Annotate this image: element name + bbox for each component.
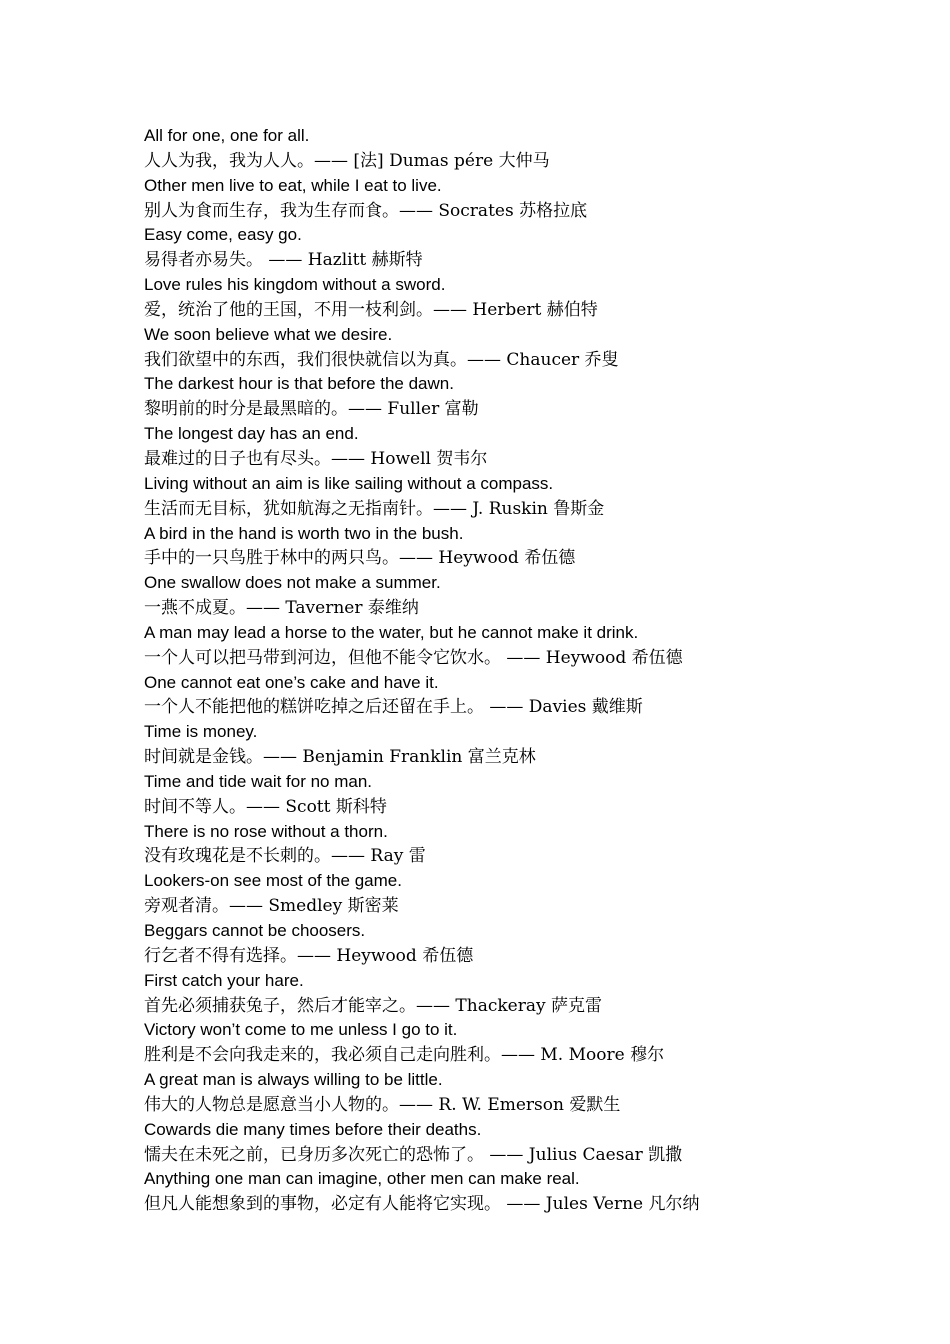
quote-english: The darkest hour is that before the dawn. — [144, 374, 454, 394]
quote-english: All for one, one for all. — [144, 126, 310, 145]
quote-chinese-attribution: 别人为食而生存，我为生存而食。—— Socrates 苏格拉底 — [144, 200, 588, 221]
quote-english: Other men live to eat, while I eat to live. — [144, 175, 442, 195]
quote-english: We soon believe what we desire. — [144, 324, 393, 344]
quote-english: The longest day has an end. — [144, 424, 359, 444]
quote-chinese-attribution: 我们欲望中的东西，我们很快就信以为真。—— Chaucer 乔叟 — [144, 349, 619, 370]
quote-english: Easy come, easy go. — [144, 225, 302, 245]
quote-item — [144, 621, 924, 671]
quote-chinese-attribution: 一燕不成夏。—— Taverner 泰维纳 — [144, 598, 419, 619]
quote-item — [144, 919, 924, 969]
quote-chinese-attribution: 但凡人能想象到的事物，必定有人能将它实现。 —— Jules Verne 凡尔纳 — [144, 1194, 700, 1215]
quote-list — [144, 124, 924, 1217]
quote-item — [144, 770, 924, 820]
quote-chinese-attribution: 胜利是不会向我走来的，我必须自己走向胜利。—— M. Moore 穆尔 — [144, 1045, 665, 1066]
quote-english: There is no rose without a thorn. — [144, 821, 388, 841]
quote-chinese-attribution: 易得者亦易失。 —— Hazlitt 赫斯特 — [144, 250, 423, 271]
quote-english: A man may lead a horse to the water, but he cannot make it drink. — [144, 622, 639, 642]
quote-english: One cannot eat one’s cake and have it. — [144, 672, 439, 692]
quote-english: Lookers-on see most of the game. — [144, 871, 402, 891]
quote-item — [144, 223, 924, 273]
quote-item — [144, 422, 924, 472]
quote-english: A bird in the hand is worth two in the bush. — [144, 523, 464, 543]
quote-chinese-attribution: 生活而无目标，犹如航海之无指南针。—— J. Ruskin 鲁斯金 — [144, 498, 605, 519]
quote-item — [144, 571, 924, 621]
quote-chinese-attribution: 手中的一只鸟胜于林中的两只鸟。—— Heywood 希伍德 — [144, 548, 576, 569]
quote-chinese-attribution: 懦夫在未死之前，已身历多次死亡的恐怖了。 —— Julius Caesar 凯撒 — [144, 1144, 683, 1165]
quote-chinese-attribution: 旁观者清。—— Smedley 斯密莱 — [144, 896, 399, 917]
quote-item — [144, 174, 924, 224]
quote-english: One swallow does not make a summer. — [144, 573, 441, 593]
quote-item — [144, 372, 924, 422]
quote-english: Beggars cannot be choosers. — [144, 921, 366, 940]
quote-item — [144, 820, 924, 870]
quote-english: Time and tide wait for no man. — [144, 771, 373, 791]
quote-item — [144, 1167, 924, 1217]
quote-english: Anything one man can imagine, other men can make real. — [144, 1169, 580, 1189]
quote-english: Victory won’t come to me unless I go to it. — [144, 1020, 458, 1040]
quote-english: Living without an aim is like sailing without a compass. — [144, 473, 554, 493]
quote-item — [144, 273, 924, 323]
quote-chinese-attribution: 时间不等人。—— Scott 斯科特 — [144, 796, 387, 817]
quote-english: Time is money. — [144, 722, 258, 742]
quote-english: Cowards die many times before their deaths. — [144, 1119, 482, 1139]
quote-chinese-attribution: 最难过的日子也有尽头。—— Howell 贺韦尔 — [144, 448, 488, 469]
quote-english: First catch your hare. — [144, 970, 304, 990]
quote-chinese-attribution: 伟大的人物总是愿意当小人物的。—— R. W. Emerson 爱默生 — [144, 1094, 621, 1115]
quote-chinese-attribution: 人人为我，我为人人。—— [法] Dumas pére 大仲马 — [144, 150, 550, 171]
quote-item — [144, 522, 924, 572]
quote-item — [144, 1118, 924, 1168]
quote-item — [144, 671, 924, 721]
quote-chinese-attribution: 没有玫瑰花是不长刺的。—— Ray 雷 — [144, 846, 426, 867]
quote-chinese-attribution: 首先必须捕获兔子，然后才能宰之。—— Thackeray 萨克雷 — [144, 995, 602, 1016]
quote-chinese-attribution: 时间就是金钱。—— Benjamin Franklin 富兰克林 — [144, 747, 536, 768]
quote-item — [144, 1068, 924, 1118]
quote-item — [144, 969, 924, 1019]
quote-chinese-attribution: 爱，统治了他的王国，不用一枝利剑。—— Herbert 赫伯特 — [144, 299, 598, 320]
quote-chinese-attribution: 行乞者不得有选择。—— Heywood 希伍德 — [144, 945, 474, 966]
quote-english: A great man is always willing to be little. — [144, 1070, 443, 1090]
quote-item — [144, 869, 924, 919]
quote-item — [144, 124, 924, 174]
quote-item — [144, 323, 924, 373]
quote-english: Love rules his kingdom without a sword. — [144, 275, 446, 295]
quote-chinese-attribution: 一个人可以把马带到河边，但他不能令它饮水。 —— Heywood 希伍德 — [144, 647, 683, 668]
quote-chinese-attribution: 黎明前的时分是最黑暗的。—— Fuller 富勒 — [144, 399, 479, 420]
quote-item — [144, 472, 924, 522]
quote-chinese-attribution: 一个人不能把他的糕饼吃掉之后还留在手上。 —— Davies 戴维斯 — [144, 697, 643, 718]
quote-item — [144, 720, 924, 770]
quote-item — [144, 1018, 924, 1068]
